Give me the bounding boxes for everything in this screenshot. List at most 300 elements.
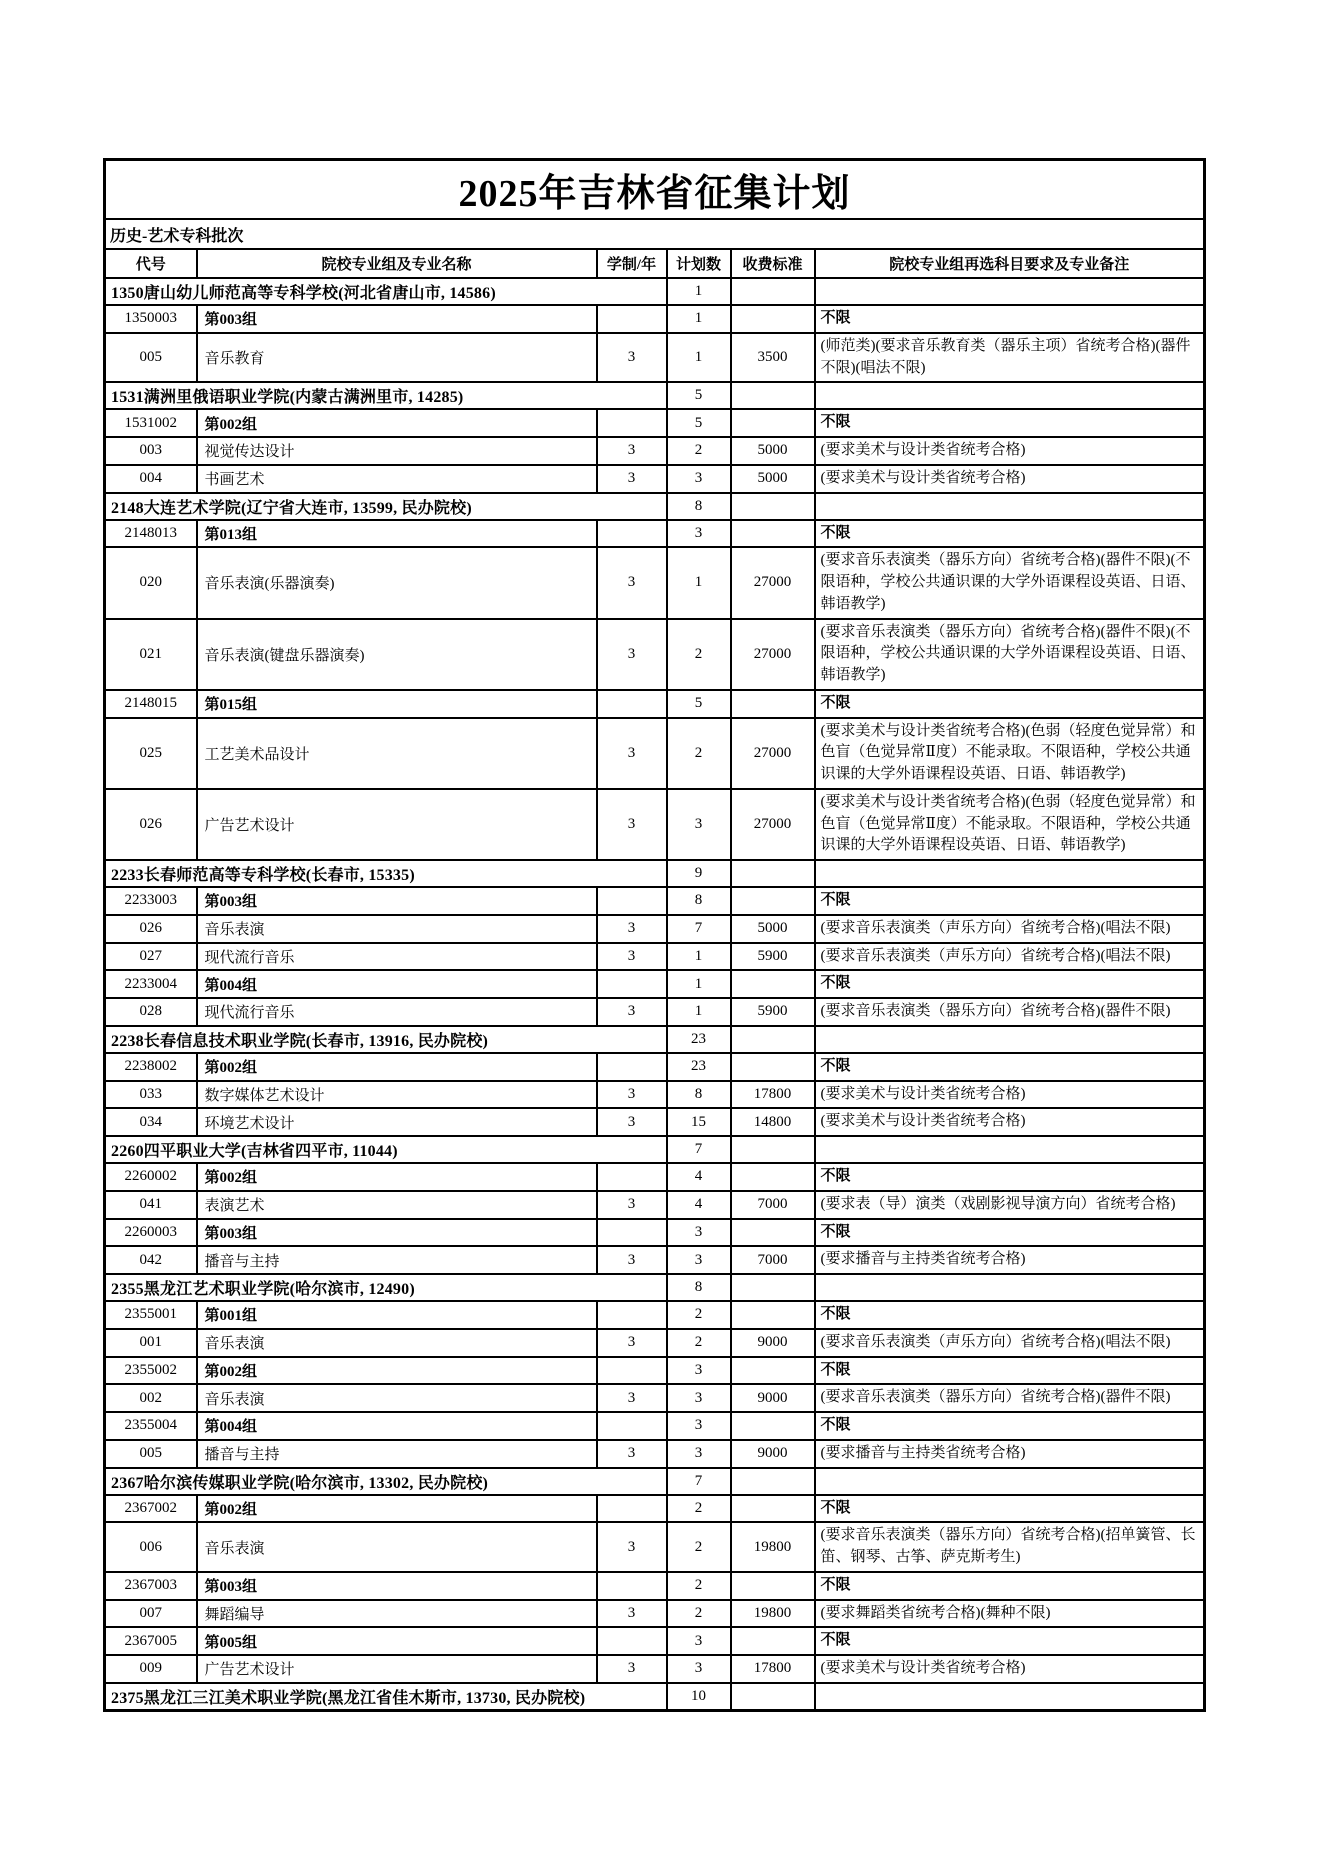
cell-remark: (要求美术与设计类省统考合格)	[815, 1655, 1205, 1683]
cell-name: 广告艺术设计	[197, 1655, 597, 1683]
cell-fee: 5900	[731, 943, 815, 971]
cell-name: 舞蹈编导	[197, 1600, 597, 1628]
institution-row	[105, 1683, 1205, 1711]
institution-row	[105, 382, 1205, 409]
major-row	[105, 1384, 1205, 1412]
cell-code: 002	[105, 1384, 197, 1412]
institution-row	[105, 1026, 1205, 1053]
group-row	[105, 520, 1205, 548]
group-row	[105, 1357, 1205, 1385]
cell-name: 2238长春信息技术职业学院(长春市, 13916, 民办院校)	[105, 1026, 667, 1053]
cell-name: 第002组	[197, 409, 597, 437]
cell-empty	[597, 1163, 667, 1191]
cell-fee: 27000	[731, 547, 815, 618]
cell-name: 第003组	[197, 1572, 597, 1600]
cell-remark: 不限	[815, 1301, 1205, 1329]
cell-plan: 5	[667, 690, 731, 718]
cell-remark: (要求舞蹈类省统考合格)(舞种不限)	[815, 1600, 1205, 1628]
cell-fee: 7000	[731, 1191, 815, 1219]
cell-empty	[815, 278, 1205, 305]
cell-plan: 2	[667, 619, 731, 690]
cell-plan: 2	[667, 1329, 731, 1357]
col-header-code: 代号	[105, 249, 197, 278]
cell-empty	[731, 278, 815, 305]
cell-empty	[597, 1627, 667, 1655]
cell-plan: 1	[667, 333, 731, 383]
cell-code: 2355004	[105, 1412, 197, 1440]
cell-plan: 1	[667, 998, 731, 1026]
cell-years: 3	[597, 1329, 667, 1357]
cell-empty	[731, 1627, 815, 1655]
cell-code: 021	[105, 619, 197, 690]
group-row	[105, 887, 1205, 915]
cell-name: 音乐表演	[197, 915, 597, 943]
institution-row	[105, 493, 1205, 520]
major-row	[105, 619, 1205, 690]
cell-plan: 15	[667, 1108, 731, 1136]
group-row	[105, 305, 1205, 333]
cell-code: 2148013	[105, 520, 197, 548]
cell-remark: (要求美术与设计类省统考合格)(色弱（轻度色觉异常）和色盲（色觉异常Ⅱ度）不能录取。不限语种，学校公共通识课的大学外语课程设英语、日语、韩语教学)	[815, 789, 1205, 860]
cell-code: 2260003	[105, 1219, 197, 1247]
cell-plan: 8	[667, 1274, 731, 1301]
cell-code: 2355002	[105, 1357, 197, 1385]
cell-code: 020	[105, 547, 197, 618]
cell-empty	[815, 382, 1205, 409]
cell-code: 2233004	[105, 970, 197, 998]
cell-empty	[731, 1357, 815, 1385]
cell-name: 2375黑龙江三江美术职业学院(黑龙江省佳木斯市, 13730, 民办院校)	[105, 1683, 667, 1711]
major-row	[105, 1081, 1205, 1109]
cell-name: 工艺美术品设计	[197, 718, 597, 789]
group-row	[105, 1412, 1205, 1440]
cell-plan: 3	[667, 1357, 731, 1385]
cell-plan: 7	[667, 915, 731, 943]
cell-remark: (要求美术与设计类省统考合格)	[815, 465, 1205, 493]
major-row	[105, 1522, 1205, 1572]
cell-remark: 不限	[815, 1572, 1205, 1600]
cell-empty	[815, 860, 1205, 887]
cell-remark: (要求美术与设计类省统考合格)	[815, 1108, 1205, 1136]
cell-empty	[815, 1683, 1205, 1711]
cell-name: 表演艺术	[197, 1191, 597, 1219]
cell-code: 004	[105, 465, 197, 493]
major-row	[105, 998, 1205, 1026]
cell-name: 第001组	[197, 1301, 597, 1329]
cell-remark: 不限	[815, 1412, 1205, 1440]
cell-plan: 3	[667, 1627, 731, 1655]
cell-name: 数字媒体艺术设计	[197, 1081, 597, 1109]
cell-empty	[731, 1301, 815, 1329]
group-row	[105, 1627, 1205, 1655]
cell-plan: 3	[667, 789, 731, 860]
cell-years: 3	[597, 789, 667, 860]
cell-remark: (要求播音与主持类省统考合格)	[815, 1246, 1205, 1274]
cell-name: 视觉传达设计	[197, 437, 597, 465]
cell-name: 音乐表演	[197, 1384, 597, 1412]
cell-name: 音乐表演	[197, 1522, 597, 1572]
cell-name: 第013组	[197, 520, 597, 548]
major-row	[105, 437, 1205, 465]
page-title: 2025年吉林省征集计划	[105, 160, 1205, 220]
cell-plan: 2	[667, 1495, 731, 1523]
cell-empty	[597, 690, 667, 718]
cell-fee: 5000	[731, 465, 815, 493]
major-row	[105, 1329, 1205, 1357]
cell-name: 第015组	[197, 690, 597, 718]
cell-remark: 不限	[815, 1357, 1205, 1385]
cell-fee: 19800	[731, 1522, 815, 1572]
cell-remark: (要求音乐表演类（声乐方向）省统考合格)(唱法不限)	[815, 1329, 1205, 1357]
cell-remark: 不限	[815, 887, 1205, 915]
cell-name: 音乐教育	[197, 333, 597, 383]
cell-empty	[731, 690, 815, 718]
cell-remark: 不限	[815, 409, 1205, 437]
cell-code: 026	[105, 789, 197, 860]
cell-plan: 8	[667, 887, 731, 915]
cell-remark: 不限	[815, 1163, 1205, 1191]
cell-empty	[597, 887, 667, 915]
cell-fee: 19800	[731, 1600, 815, 1628]
cell-fee: 5000	[731, 915, 815, 943]
cell-empty	[597, 1357, 667, 1385]
batch-row	[105, 219, 1205, 249]
cell-remark: 不限	[815, 305, 1205, 333]
cell-empty	[597, 1572, 667, 1600]
cell-empty	[597, 1219, 667, 1247]
cell-code: 028	[105, 998, 197, 1026]
cell-empty	[815, 1468, 1205, 1495]
cell-plan: 2	[667, 1522, 731, 1572]
cell-remark: (要求播音与主持类省统考合格)	[815, 1440, 1205, 1468]
cell-years: 3	[597, 1191, 667, 1219]
cell-code: 034	[105, 1108, 197, 1136]
cell-name: 2355黑龙江艺术职业学院(哈尔滨市, 12490)	[105, 1274, 667, 1301]
cell-code: 042	[105, 1246, 197, 1274]
cell-name: 第003组	[197, 887, 597, 915]
cell-empty	[597, 970, 667, 998]
cell-years: 3	[597, 1384, 667, 1412]
cell-plan: 8	[667, 1081, 731, 1109]
cell-code: 005	[105, 1440, 197, 1468]
cell-name: 1531满洲里俄语职业学院(内蒙古满洲里市, 14285)	[105, 382, 667, 409]
cell-remark: 不限	[815, 690, 1205, 718]
cell-fee: 7000	[731, 1246, 815, 1274]
cell-plan: 2	[667, 1600, 731, 1628]
cell-fee: 9000	[731, 1440, 815, 1468]
cell-empty	[731, 382, 815, 409]
group-row	[105, 1495, 1205, 1523]
cell-plan: 1	[667, 305, 731, 333]
cell-fee: 9000	[731, 1329, 815, 1357]
cell-plan: 3	[667, 1440, 731, 1468]
cell-empty	[731, 520, 815, 548]
cell-empty	[731, 1219, 815, 1247]
cell-remark: 不限	[815, 970, 1205, 998]
cell-years: 3	[597, 1440, 667, 1468]
cell-years: 3	[597, 437, 667, 465]
cell-plan: 4	[667, 1163, 731, 1191]
cell-years: 3	[597, 465, 667, 493]
cell-years: 3	[597, 943, 667, 971]
cell-remark: (要求音乐表演类（声乐方向）省统考合格)(唱法不限)	[815, 943, 1205, 971]
cell-empty	[815, 1026, 1205, 1053]
col-header-name: 院校专业组及专业名称	[197, 249, 597, 278]
cell-years: 3	[597, 547, 667, 618]
cell-years: 3	[597, 998, 667, 1026]
cell-remark: (要求美术与设计类省统考合格)	[815, 1081, 1205, 1109]
cell-years: 3	[597, 915, 667, 943]
cell-empty	[731, 1053, 815, 1081]
cell-empty	[731, 1163, 815, 1191]
cell-plan: 23	[667, 1053, 731, 1081]
cell-remark: 不限	[815, 1627, 1205, 1655]
col-header-fee: 收费标准	[731, 249, 815, 278]
major-row	[105, 789, 1205, 860]
major-row	[105, 465, 1205, 493]
cell-name: 第003组	[197, 1219, 597, 1247]
cell-remark: 不限	[815, 1219, 1205, 1247]
cell-remark: (要求表（导）演类（戏剧影视导演方向）省统考合格)	[815, 1191, 1205, 1219]
major-row	[105, 1655, 1205, 1683]
cell-fee: 5000	[731, 437, 815, 465]
group-row	[105, 690, 1205, 718]
cell-empty	[597, 1412, 667, 1440]
cell-plan: 10	[667, 1683, 731, 1711]
cell-remark: 不限	[815, 1053, 1205, 1081]
institution-row	[105, 1136, 1205, 1163]
cell-name: 广告艺术设计	[197, 789, 597, 860]
major-row	[105, 915, 1205, 943]
cell-remark: (要求音乐表演类（器乐方向）省统考合格)(器件不限)(不限语种，学校公共通识课的大学外语课程设英语、日语、韩语教学)	[815, 547, 1205, 618]
group-row	[105, 409, 1205, 437]
cell-fee: 9000	[731, 1384, 815, 1412]
major-row	[105, 1246, 1205, 1274]
cell-plan: 1	[667, 943, 731, 971]
cell-plan: 5	[667, 382, 731, 409]
cell-fee: 3500	[731, 333, 815, 383]
cell-code: 1350003	[105, 305, 197, 333]
major-row	[105, 333, 1205, 383]
cell-name: 2367哈尔滨传媒职业学院(哈尔滨市, 13302, 民办院校)	[105, 1468, 667, 1495]
cell-years: 3	[597, 1081, 667, 1109]
institution-row	[105, 1274, 1205, 1301]
col-header-plan: 计划数	[667, 249, 731, 278]
cell-name: 环境艺术设计	[197, 1108, 597, 1136]
col-header-years: 学制/年	[597, 249, 667, 278]
cell-remark: (师范类)(要求音乐教育类（器乐主项）省统考合格)(器件不限)(唱法不限)	[815, 333, 1205, 383]
cell-plan: 3	[667, 520, 731, 548]
cell-name: 第003组	[197, 305, 597, 333]
group-row	[105, 1163, 1205, 1191]
cell-remark: (要求美术与设计类省统考合格)	[815, 437, 1205, 465]
group-row	[105, 970, 1205, 998]
title-row	[105, 160, 1205, 220]
cell-plan: 5	[667, 409, 731, 437]
cell-empty	[731, 887, 815, 915]
cell-empty	[597, 1053, 667, 1081]
cell-code: 006	[105, 1522, 197, 1572]
cell-code: 001	[105, 1329, 197, 1357]
cell-empty	[815, 1136, 1205, 1163]
major-row	[105, 1108, 1205, 1136]
major-row	[105, 718, 1205, 789]
table-body	[105, 278, 1205, 1710]
cell-empty	[731, 1495, 815, 1523]
major-row	[105, 1600, 1205, 1628]
cell-empty	[597, 520, 667, 548]
cell-empty	[731, 860, 815, 887]
cell-plan: 3	[667, 465, 731, 493]
cell-remark: (要求音乐表演类（器乐方向）省统考合格)(器件不限)(不限语种，学校公共通识课的大学外语课程设英语、日语、韩语教学)	[815, 619, 1205, 690]
cell-code: 027	[105, 943, 197, 971]
cell-fee: 27000	[731, 789, 815, 860]
cell-plan: 2	[667, 437, 731, 465]
cell-plan: 3	[667, 1219, 731, 1247]
cell-remark: (要求音乐表演类（声乐方向）省统考合格)(唱法不限)	[815, 915, 1205, 943]
cell-plan: 4	[667, 1191, 731, 1219]
cell-empty	[597, 409, 667, 437]
cell-code: 026	[105, 915, 197, 943]
cell-years: 3	[597, 1108, 667, 1136]
cell-name: 第002组	[197, 1053, 597, 1081]
cell-remark: (要求音乐表演类（器乐方向）省统考合格)(招单簧管、长笛、钢琴、古筝、萨克斯考生)	[815, 1522, 1205, 1572]
cell-years: 3	[597, 619, 667, 690]
cell-plan: 2	[667, 1301, 731, 1329]
cell-plan: 23	[667, 1026, 731, 1053]
col-header-remark: 院校专业组再选科目要求及专业备注	[815, 249, 1205, 278]
cell-name: 现代流行音乐	[197, 943, 597, 971]
major-row	[105, 1191, 1205, 1219]
cell-plan: 7	[667, 1468, 731, 1495]
cell-name: 播音与主持	[197, 1440, 597, 1468]
cell-code: 2355001	[105, 1301, 197, 1329]
cell-plan: 1	[667, 547, 731, 618]
cell-plan: 3	[667, 1384, 731, 1412]
cell-empty	[731, 970, 815, 998]
cell-plan: 9	[667, 860, 731, 887]
cell-remark: 不限	[815, 520, 1205, 548]
cell-empty	[597, 1301, 667, 1329]
cell-name: 第004组	[197, 1412, 597, 1440]
cell-years: 3	[597, 718, 667, 789]
cell-years: 3	[597, 1246, 667, 1274]
cell-name: 第002组	[197, 1163, 597, 1191]
institution-row	[105, 278, 1205, 305]
cell-name: 音乐表演	[197, 1329, 597, 1357]
cell-code: 005	[105, 333, 197, 383]
cell-name: 2233长春师范高等专科学校(长春市, 15335)	[105, 860, 667, 887]
cell-years: 3	[597, 333, 667, 383]
cell-empty	[815, 1274, 1205, 1301]
cell-remark: (要求音乐表演类（器乐方向）省统考合格)(器件不限)	[815, 1384, 1205, 1412]
group-row	[105, 1301, 1205, 1329]
cell-plan: 2	[667, 718, 731, 789]
cell-years: 3	[597, 1522, 667, 1572]
cell-name: 第004组	[197, 970, 597, 998]
cell-empty	[815, 493, 1205, 520]
plan-table	[103, 158, 1206, 1712]
cell-empty	[731, 1683, 815, 1711]
cell-empty	[731, 493, 815, 520]
cell-empty	[731, 1026, 815, 1053]
cell-plan: 7	[667, 1136, 731, 1163]
batch-label: 历史-艺术专科批次	[105, 219, 1205, 249]
cell-empty	[597, 1495, 667, 1523]
cell-years: 3	[597, 1655, 667, 1683]
cell-name: 1350唐山幼儿师范高等专科学校(河北省唐山市, 14586)	[105, 278, 667, 305]
cell-fee: 5900	[731, 998, 815, 1026]
group-row	[105, 1219, 1205, 1247]
header-row	[105, 249, 1205, 278]
cell-plan: 1	[667, 278, 731, 305]
cell-code: 2367002	[105, 1495, 197, 1523]
major-row	[105, 547, 1205, 618]
cell-code: 2260002	[105, 1163, 197, 1191]
cell-empty	[731, 1572, 815, 1600]
cell-empty	[731, 409, 815, 437]
group-row	[105, 1053, 1205, 1081]
cell-fee: 27000	[731, 718, 815, 789]
cell-code: 2238002	[105, 1053, 197, 1081]
cell-fee: 27000	[731, 619, 815, 690]
cell-name: 第002组	[197, 1357, 597, 1385]
cell-remark: (要求音乐表演类（器乐方向）省统考合格)(器件不限)	[815, 998, 1205, 1026]
cell-remark: 不限	[815, 1495, 1205, 1523]
institution-row	[105, 860, 1205, 887]
cell-fee: 17800	[731, 1655, 815, 1683]
cell-code: 2148015	[105, 690, 197, 718]
cell-empty	[731, 1468, 815, 1495]
cell-plan: 3	[667, 1655, 731, 1683]
cell-code: 041	[105, 1191, 197, 1219]
cell-code: 033	[105, 1081, 197, 1109]
cell-code: 007	[105, 1600, 197, 1628]
cell-name: 现代流行音乐	[197, 998, 597, 1026]
cell-name: 第002组	[197, 1495, 597, 1523]
group-row	[105, 1572, 1205, 1600]
cell-empty	[731, 1136, 815, 1163]
cell-name: 书画艺术	[197, 465, 597, 493]
cell-empty	[731, 1412, 815, 1440]
cell-fee: 17800	[731, 1081, 815, 1109]
major-row	[105, 943, 1205, 971]
major-row	[105, 1440, 1205, 1468]
cell-remark: (要求美术与设计类省统考合格)(色弱（轻度色觉异常）和色盲（色觉异常Ⅱ度）不能录取。不限语种，学校公共通识课的大学外语课程设英语、日语、韩语教学)	[815, 718, 1205, 789]
cell-name: 音乐表演(乐器演奏)	[197, 547, 597, 618]
cell-fee: 14800	[731, 1108, 815, 1136]
cell-code: 003	[105, 437, 197, 465]
cell-plan: 3	[667, 1412, 731, 1440]
cell-empty	[731, 305, 815, 333]
cell-code: 2367005	[105, 1627, 197, 1655]
cell-name: 2260四平职业大学(吉林省四平市, 11044)	[105, 1136, 667, 1163]
cell-code: 009	[105, 1655, 197, 1683]
institution-row	[105, 1468, 1205, 1495]
cell-code: 2233003	[105, 887, 197, 915]
cell-years: 3	[597, 1600, 667, 1628]
cell-name: 2148大连艺术学院(辽宁省大连市, 13599, 民办院校)	[105, 493, 667, 520]
cell-name: 第005组	[197, 1627, 597, 1655]
cell-empty	[731, 1274, 815, 1301]
cell-empty	[597, 305, 667, 333]
cell-code: 2367003	[105, 1572, 197, 1600]
cell-code: 1531002	[105, 409, 197, 437]
cell-name: 播音与主持	[197, 1246, 597, 1274]
cell-plan: 3	[667, 1246, 731, 1274]
cell-plan: 2	[667, 1572, 731, 1600]
cell-name: 音乐表演(键盘乐器演奏)	[197, 619, 597, 690]
